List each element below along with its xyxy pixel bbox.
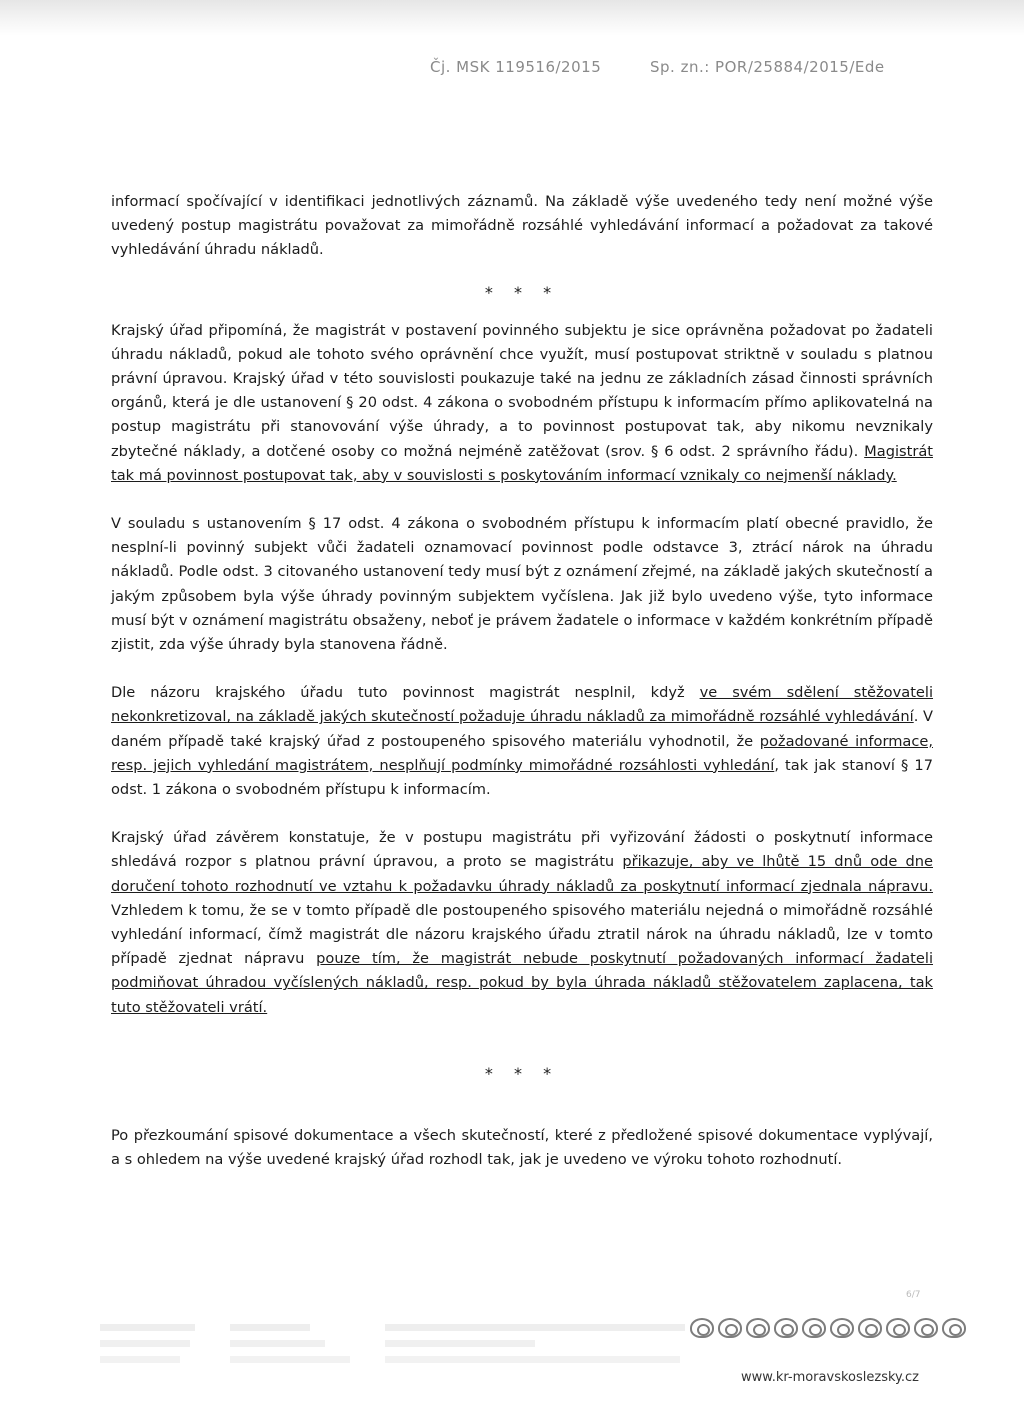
logo-mark-icon (886, 1318, 910, 1338)
page-number: 6/7 (906, 1290, 921, 1300)
paragraph-5-underlined-1: přikazuje, aby ve lhůtě 15 dnů ode dne doručení tohoto rozhodnutí ve vztahu k požadavku úhrady nákladů za poskytnutí informací zjednala nápravu. (111, 853, 933, 895)
footer-col-bank (385, 1316, 695, 1366)
paragraph-5-text-a: Krajský úřad závěrem konstatuje, že v postupu magistrátu při vyřizování žádosti o poskytnutí informace shledává rozpor s platnou právní úpravou, a proto se magistrátu (111, 829, 933, 871)
footer-col-ids (230, 1316, 360, 1366)
scan-edge-shadow (0, 0, 1024, 36)
website-link[interactable]: www.kr-moravskoslezsky.cz (741, 1370, 919, 1385)
logo-mark-icon (802, 1318, 826, 1338)
logo-mark-icon (718, 1318, 742, 1338)
footer-col-contacts (100, 1316, 210, 1366)
logo-mark-icon (746, 1318, 770, 1338)
paragraph-4 (111, 681, 933, 802)
paragraph-5-underlined-2: pouze tím, že magistrát nebude poskytnutí požadovaných informací žadateli podmiňovat úhradou vyčíslených nákladů, resp. pokud by byla úhrada nákladů stěžovatelem zaplacena, tak tuto stěžovateli vrátí. (111, 950, 933, 1016)
paragraph-4-underlined-1: ve svém sdělení stěžovateli nekonkretizoval, na základě jakých skutečností požaduje úhradu nákladů za mimořádně rozsáhlé vyhledávání (111, 684, 934, 726)
document-body (111, 190, 933, 1196)
paragraph-4-text-a: Dle názoru krajského úřadu tuto povinnost magistrát nesplnil, když (111, 684, 700, 702)
logo-mark-icon (690, 1318, 714, 1338)
paragraph-5-text-b: Vzhledem k tomu, že se v tomto případě dle postoupeného spisového materiálu nejedná o mimořádně rozsáhlé vyhledání informací, čímž magistrát dle názoru krajského úřadu ztratil nárok na úhradu nákladů, lze v tomto případě zjednat nápravu (111, 901, 933, 968)
paragraph-5 (111, 826, 933, 1020)
paragraph-3: V souladu s ustanovením § 17 odst. 4 zákona o svobodném přístupu k informacím platí obecné pravidlo, že nesplní-li povinný subjekt vůči žadateli oznamovací povinnost podle odstavce 3, ztrácí nárok na úhradu nákladů. Podle odst. 3 citovaného ustanovení tedy musí být z oznámení zřejmé, na základě jakých skutečností a jakým způsobem byla výše úhrady povinným subjektem vyčíslena. Jak již bylo uvedeno výše, tyto informace musí být v oznámení magistrátu obsaženy, neboť je právem žadatele o informace v každém konkrétním případě zjistit, zda výše úhrady byla stanovena řádně. (111, 515, 933, 654)
file-mark: Sp. zn.: POR/25884/2015/Ede (650, 58, 885, 76)
logo-mark-icon (914, 1318, 938, 1338)
paragraph-1: informací spočívající v identifikaci jednotlivých záznamů. Na základě výše uvedeného tedy není možné výše uvedený postup magistrátu považovat za mimořádně rozsáhlé vyhledávání informací a požadovat za takové vyhledávání úhradu nákladů. (111, 193, 933, 259)
region-logo-icon (690, 1318, 966, 1338)
paragraph-2-underlined: Magistrát tak má povinnost postupovat tak, aby v souvislosti s poskytováním informací vznikaly co nejmenší náklady. (111, 442, 933, 484)
reference-number: Čj. MSK 119516/2015 (430, 58, 602, 76)
section-separator: * * * (484, 282, 560, 302)
paragraph-4-text-c: , tak jak stanoví § 17 odst. 1 zákona o svobodném přístupu k informacím. (111, 756, 933, 799)
document-header (0, 58, 1024, 82)
paragraph-4-underlined-2: požadované informace, resp. jejich vyhledání magistrátem, nesplňují podmínky mimořádné rozsáhlosti vyhledání (111, 732, 933, 774)
paragraph-4-text-b: . V daném případě také krajský úřad z postoupeného spisového materiálu vyhodnotil, že (111, 708, 933, 750)
logo-mark-icon (942, 1318, 966, 1338)
logo-mark-icon (858, 1318, 882, 1338)
section-separator-2: * * * (484, 1063, 560, 1083)
paragraph-2 (111, 319, 933, 488)
logo-mark-icon (830, 1318, 854, 1338)
paragraph-6: Po přezkoumání spisové dokumentace a všech skutečností, které z předložené spisové dokumentace vyplývají, a s ohledem na výše uvedené krajský úřad rozhodl tak, jak je uvedeno ve výroku tohoto rozhodnutí. (111, 1126, 933, 1169)
paragraph-2-text: Krajský úřad připomíná, že magistrát v postavení povinného subjektu je sice oprávněna požadovat po žadateli úhradu nákladů, pokud ale tohoto svého oprávnění chce využít, musí postupovat striktně v souladu s platnou právní úpravou. Krajský úřad v této souvislosti poukazuje také na jednu ze základních zásad činnosti správních orgánů, která je dle ustanovení § 20 odst. 4 zákona o svobodném přístupu k informacím přímo aplikovatelná na postup magistrátu při stanovování výše úhrady, a to povinnost postupovat tak, aby nikomu nevznikaly zbytečné náklady, a dotčené osoby co možná nejméně zatěžovat (srov. § 6 odst. 2 správního řádu). (111, 321, 933, 460)
logo-mark-icon (774, 1318, 798, 1338)
